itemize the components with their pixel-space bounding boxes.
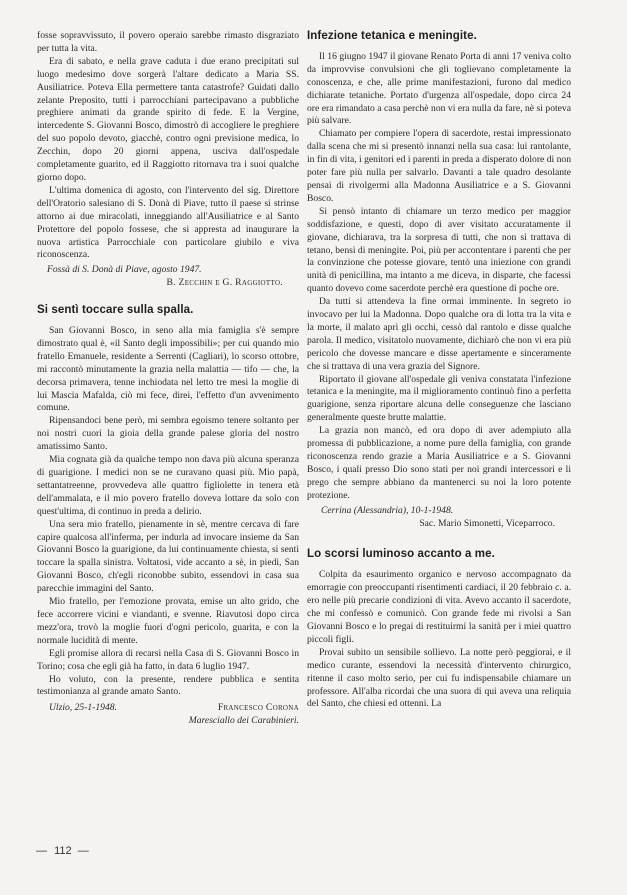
paragraph: Si pensò intanto di chiamare un terzo medico per maggior soddisfazione, e questi, dopo di aver visitato accuratamente il giovane, dichiarava, tra la sorpresa di tutti, che non si trattava di tetano, bensì di meningite. Poi, più per accontentare i parenti che per la convinzione che potesse giovare, tentò una iniezione con grandi unità di penicillina, ma intanto a me diceva, in disparte, che facessi quanto dovevo come sacerdote perchè era questione di poche ore. [307,205,571,295]
signature-names: B. Zecchin e G. Raggiotto. [166,277,283,289]
paragraph: L'ultima domenica di agosto, con l'intervento del sig. Direttore dell'Oratorio salesiano di S. Donà di Piave, tutto il paese si strinse attorno ai due miracolati, inneggiando all'Ausiliatrice e al Santo Protettore del popolo fossese, che si appresta ad inaugurare la nuova artistica Parrocchiale con particolare giubilo e viva riconoscenza. [37,184,299,261]
section-heading: Lo scorsi luminoso accanto a me. [307,548,495,561]
signature-place: Cerrina (Alessandria), 10-1-1948. [321,504,454,516]
paragraph: Una sera mio fratello, pienamente in sè, mentre cercava di fare capire qualcosa all'inferma, per indurla ad invocare insieme da San Giovanni Bosco la guarigione, da lui continuamente chiesta, si sentì toccare la spalla sinistra. Voltatosi, vide accanto a sè, in piedi, San Giovanni Bosco, ch'egli riconobbe subito, essendovi in casa sua parecchie immagini del Santo. [37,518,299,595]
paragraph: Ripensandoci bene però, mi sembra egoismo tenere soltanto per noi nostri cuori la gioia della grande palese gloria del nostro amatissimo Santo. [37,415,299,453]
signature-role: Maresciallo dei Carabinieri. [188,715,299,727]
signature-name: Francesco Corona [217,702,299,714]
paragraph: Provai subito un sensibile sollievo. La notte però peggiorai, e il medico curante, essendovi la necessità d'intervento chirurgico, ritenne il caso molto serio, per cui fu indispensabile chiamare un professore. All'alba ricordai che una suora di qui aveva una reliquia del Santo, che chiesi ed ottenni. La [307,646,571,710]
paragraph: San Giovanni Bosco, in seno alla mia famiglia s'è sempre dimostrato qual è, «il Santo degli impossibili»; per cui quando mio fratello Emanuele, residente a Serrenti (Cagliari), lo scorso ottobre, mi raccontò minutamente la grazia nella malattia — tifo — che, la decorsa primavera, tenne inchiodata nel letto tre mesi la moglie di lui Mascia Mafalda, ciò mi fece, direi, l'effetto d'un avvenimento comune. [37,325,299,414]
paragraph: Mia cognata già da qualche tempo non dava più alcuna speranza di guarigione. I medici non se ne curavano quasi più. Mio papà, settantatreenne, provvedeva alle quattro figliolette in tenera età dell'ammalata, e il mio povero fratello doveva lottare da solo con quest'ultima, di continuo in preda a delirio. [37,454,299,517]
page-footer [36,845,90,857]
paragraph: fosse sopravvissuto, il povero operaio sarebbe rimasto disgraziato per tutta la vita. [37,30,299,54]
signature-name: Sac. Mario Simonetti, Viceparroco. [419,517,555,529]
signature-person [189,702,299,728]
signature-place: Fossà di S. Donà di Piave, agosto 1947. [47,264,202,276]
signature-block [37,264,299,290]
signature-block [307,505,571,531]
paragraph: Colpita da esaurimento organico e nervoso accompagnato da emorragie con preoccupanti risentimenti cardiaci, il 20 febbraio c. a. ero nelle più precarie condizioni di vita. Avevo accanto il sacerdote, che mi confessò e comunicò. Con grande fede mi rivolsi a San Giovanni Bosco e lo pregai di restituirmi la sanità per i miei quattro piccoli figli. [307,569,571,645]
paragraph: Da tutti si attendeva la fine ormai imminente. In segreto io invocavo per lui la Madonna. Dopo qualche ora di lotta tra la vita e la morte, il malato aprì gli occhi, cessò dal rantolo e disse qualche parola. Il medico, visitatolo nuovamente, dichiarò che non vi era più pericolo che dovesse mancare e disse apertamente e sinceramente che si trattava di una vera grazia del Signore. [307,296,571,372]
paragraph: Era di sabato, e nella grave caduta i due erano precipitati sul luogo medesimo dove sorgerà l'altare dedicato a Maria SS. Ausiliatrice. Poteva Ella permettere tanta catastrofe? Guidati dallo zelante Preposito, tutti i parrocchiani partecipavano a pubbliche preghiere animati da grande spirito di fede. E la Vergine, intercedente S. Giovanni Bosco, dimostrò di accogliere le preghiere del suo popolo devoto, giacchè, contro ogni previsione medica, lo Zecchin, dopo 20 giorni appena, usciva dall'ospedale completamente guarito, ed il Raggiotto ritornava tra i suoi qualche giorno dopo. [37,55,299,183]
right-column [307,30,571,711]
signature-block [37,702,299,728]
paragraph: Mio fratello, per l'emozione provata, emise un alto grido, che fece accorrere vicini e viandanti, e svenne. Riavutosi dopo circa mezz'ora, trovò la moglie fuori d'ogni pericolo, guarita, e con la normale lucidità di mente. [37,596,299,646]
paragraph: La grazia non mancò, ed ora dopo di aver adempiuto alla promessa di pubblicazione, a nome pure della famiglia, con grande riconoscenza rendo grazie a Maria Ausiliatrice e a S. Giovanni Bosco, i quali presso Dio sono stati per noi grandi intercessori e li prego che sempre abbiano da mantenerci su noi la loro potente protezione. [307,425,571,501]
page-number: 112 [54,845,72,857]
paragraph: Ho voluto, con la presente, rendere pubblica e sentita testimonianza al grande amato Santo. [37,673,299,698]
paragraph: Riportato il giovane all'ospedale gli veniva constatata l'infezione tetanica e la meningite, ma il miglioramento continuò fino a perfetta guarigione, senza riportare alcuna delle conseguenze che lasciano generalmente queste brutte malattie. [307,373,571,424]
paragraph: Chiamato per compiere l'opera di sacerdote, restai impressionato dalla scena che mi si presentò innanzi nella sua casa: lui rantolante, in fin di vita, i genitori ed i parenti in preda a disperato dolore di non poter fare più nulla per salvarlo. Davanti a tale quadro desolante pensai di rivolgermi alla Madonna Ausiliatrice e a S. Giovanni Bosco. [307,128,571,204]
section-heading: Si sentì toccare sulla spalla. [37,304,194,317]
footer-dash: — [36,845,48,857]
left-column [37,30,299,728]
signature-place: Ulzio, 25-1-1948. [49,702,117,714]
paragraph: Il 16 giugno 1947 il giovane Renato Porta di anni 17 veniva colto da improvvise convulsioni che gli toglievano completamente la conoscenza, e che, alle prime manifestazioni, furono dal medico dichiarate tetaniche. Portato d'urgenza all'ospedale, dopo circa 24 ore era rimandato a casa perchè non vi era nulla da fare, nè si poteva più salvare. [307,50,571,127]
paragraph: Egli promise allora di recarsi nella Casa di S. Giovanni Bosco in Torino; cosa che egli già ha fatto, in data 6 luglio 1947. [37,647,299,672]
section-heading: Infezione tetanica e meningite. [307,30,477,42]
footer-dash: — [77,845,90,857]
